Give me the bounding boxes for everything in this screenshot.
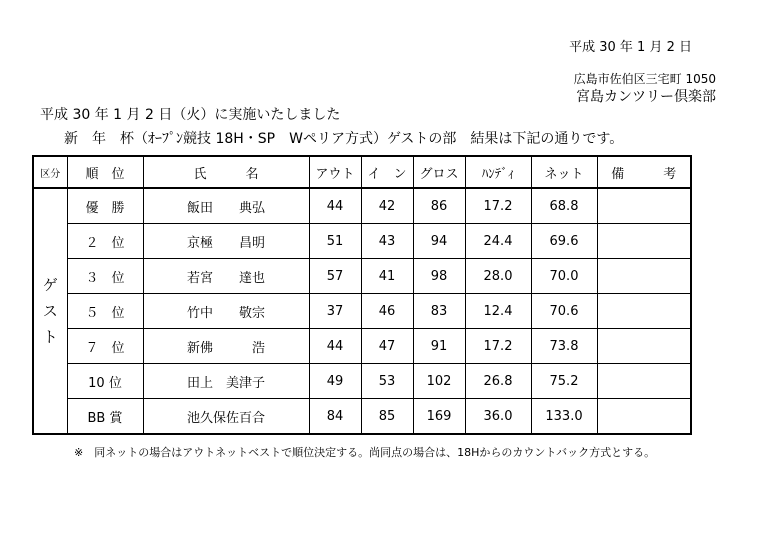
in-score-cell: 43	[361, 224, 413, 259]
handicap-cell: 28.0	[465, 259, 531, 294]
remarks-cell	[597, 364, 691, 399]
player-name-cell: 飯田 典弘	[143, 188, 309, 224]
gross-score-cell: 83	[413, 294, 465, 329]
out-score-cell: 49	[309, 364, 361, 399]
club-address: 広島市佐伯区三宅町 1050	[573, 72, 716, 86]
remarks-cell	[597, 188, 691, 224]
rank-cell: ７ 位	[67, 329, 143, 364]
table-header-row	[33, 156, 691, 188]
handicap-cell: 17.2	[465, 329, 531, 364]
remarks-cell	[597, 399, 691, 435]
rank-cell: ２ 位	[67, 224, 143, 259]
handicap-cell: 12.4	[465, 294, 531, 329]
remarks-cell	[597, 259, 691, 294]
rank-cell: ３ 位	[67, 259, 143, 294]
header-net: ネット	[531, 156, 597, 188]
gross-score-cell: 169	[413, 399, 465, 435]
rank-cell: ５ 位	[67, 294, 143, 329]
net-score-cell: 70.0	[531, 259, 597, 294]
in-score-cell: 53	[361, 364, 413, 399]
out-score-cell: 44	[309, 329, 361, 364]
out-score-cell: 57	[309, 259, 361, 294]
out-score-cell: 44	[309, 188, 361, 224]
player-name-cell: 新佛 浩	[143, 329, 309, 364]
table-row	[33, 399, 691, 435]
header-handicap: ﾊﾝﾃﾞｨ	[465, 156, 531, 188]
header-in: イ ン	[361, 156, 413, 188]
gross-score-cell: 94	[413, 224, 465, 259]
table-row	[33, 188, 691, 224]
out-score-cell: 51	[309, 224, 361, 259]
header-out: アウト	[309, 156, 361, 188]
gross-score-cell: 98	[413, 259, 465, 294]
handicap-cell: 36.0	[465, 399, 531, 435]
results-table	[32, 155, 692, 435]
table-row	[33, 329, 691, 364]
header-name: 氏 名	[143, 156, 309, 188]
remarks-cell	[597, 224, 691, 259]
rank-cell: BB 賞	[67, 399, 143, 435]
header-remarks: 備 考	[597, 156, 691, 188]
in-score-cell: 47	[361, 329, 413, 364]
player-name-cell: 竹中 敬宗	[143, 294, 309, 329]
out-score-cell: 84	[309, 399, 361, 435]
table-row	[33, 364, 691, 399]
gross-score-cell: 86	[413, 188, 465, 224]
table-row	[33, 294, 691, 329]
remarks-cell	[597, 294, 691, 329]
club-name: 宮島カンツリー倶楽部	[576, 89, 716, 105]
table-row	[33, 224, 691, 259]
document-date: 平成 30 年 1 月 2 日	[569, 40, 692, 55]
out-score-cell: 37	[309, 294, 361, 329]
handicap-cell: 26.8	[465, 364, 531, 399]
intro-line: 平成 30 年 1 月 2 日（火）に実施いたしました	[40, 107, 341, 123]
net-score-cell: 133.0	[531, 399, 597, 435]
in-score-cell: 42	[361, 188, 413, 224]
player-name-cell: 池久保佐百合	[143, 399, 309, 435]
header-rank: 順 位	[67, 156, 143, 188]
player-name-cell: 京極 昌明	[143, 224, 309, 259]
rank-cell: 10 位	[67, 364, 143, 399]
net-score-cell: 69.6	[531, 224, 597, 259]
gross-score-cell: 102	[413, 364, 465, 399]
in-score-cell: 85	[361, 399, 413, 435]
header-gross: グロス	[413, 156, 465, 188]
section-label: ゲ ス ト	[33, 188, 67, 434]
competition-subtitle: 新 年 杯（ｵｰﾌﾟﾝ競技 18H・SP Wペリア方式）ゲストの部 結果は下記の通りです。	[64, 131, 624, 147]
player-name-cell: 田上 美津子	[143, 364, 309, 399]
net-score-cell: 70.6	[531, 294, 597, 329]
header-section: 区分	[33, 156, 67, 188]
in-score-cell: 46	[361, 294, 413, 329]
net-score-cell: 73.8	[531, 329, 597, 364]
rank-cell: 優 勝	[67, 188, 143, 224]
net-score-cell: 75.2	[531, 364, 597, 399]
in-score-cell: 41	[361, 259, 413, 294]
footnote: ※ 同ネットの場合はアウトネットベストで順位決定する。尚同点の場合は、18Hからのカウントバック方式とする。	[74, 446, 656, 459]
gross-score-cell: 91	[413, 329, 465, 364]
player-name-cell: 若宮 達也	[143, 259, 309, 294]
handicap-cell: 17.2	[465, 188, 531, 224]
table-row	[33, 259, 691, 294]
net-score-cell: 68.8	[531, 188, 597, 224]
remarks-cell	[597, 329, 691, 364]
handicap-cell: 24.4	[465, 224, 531, 259]
